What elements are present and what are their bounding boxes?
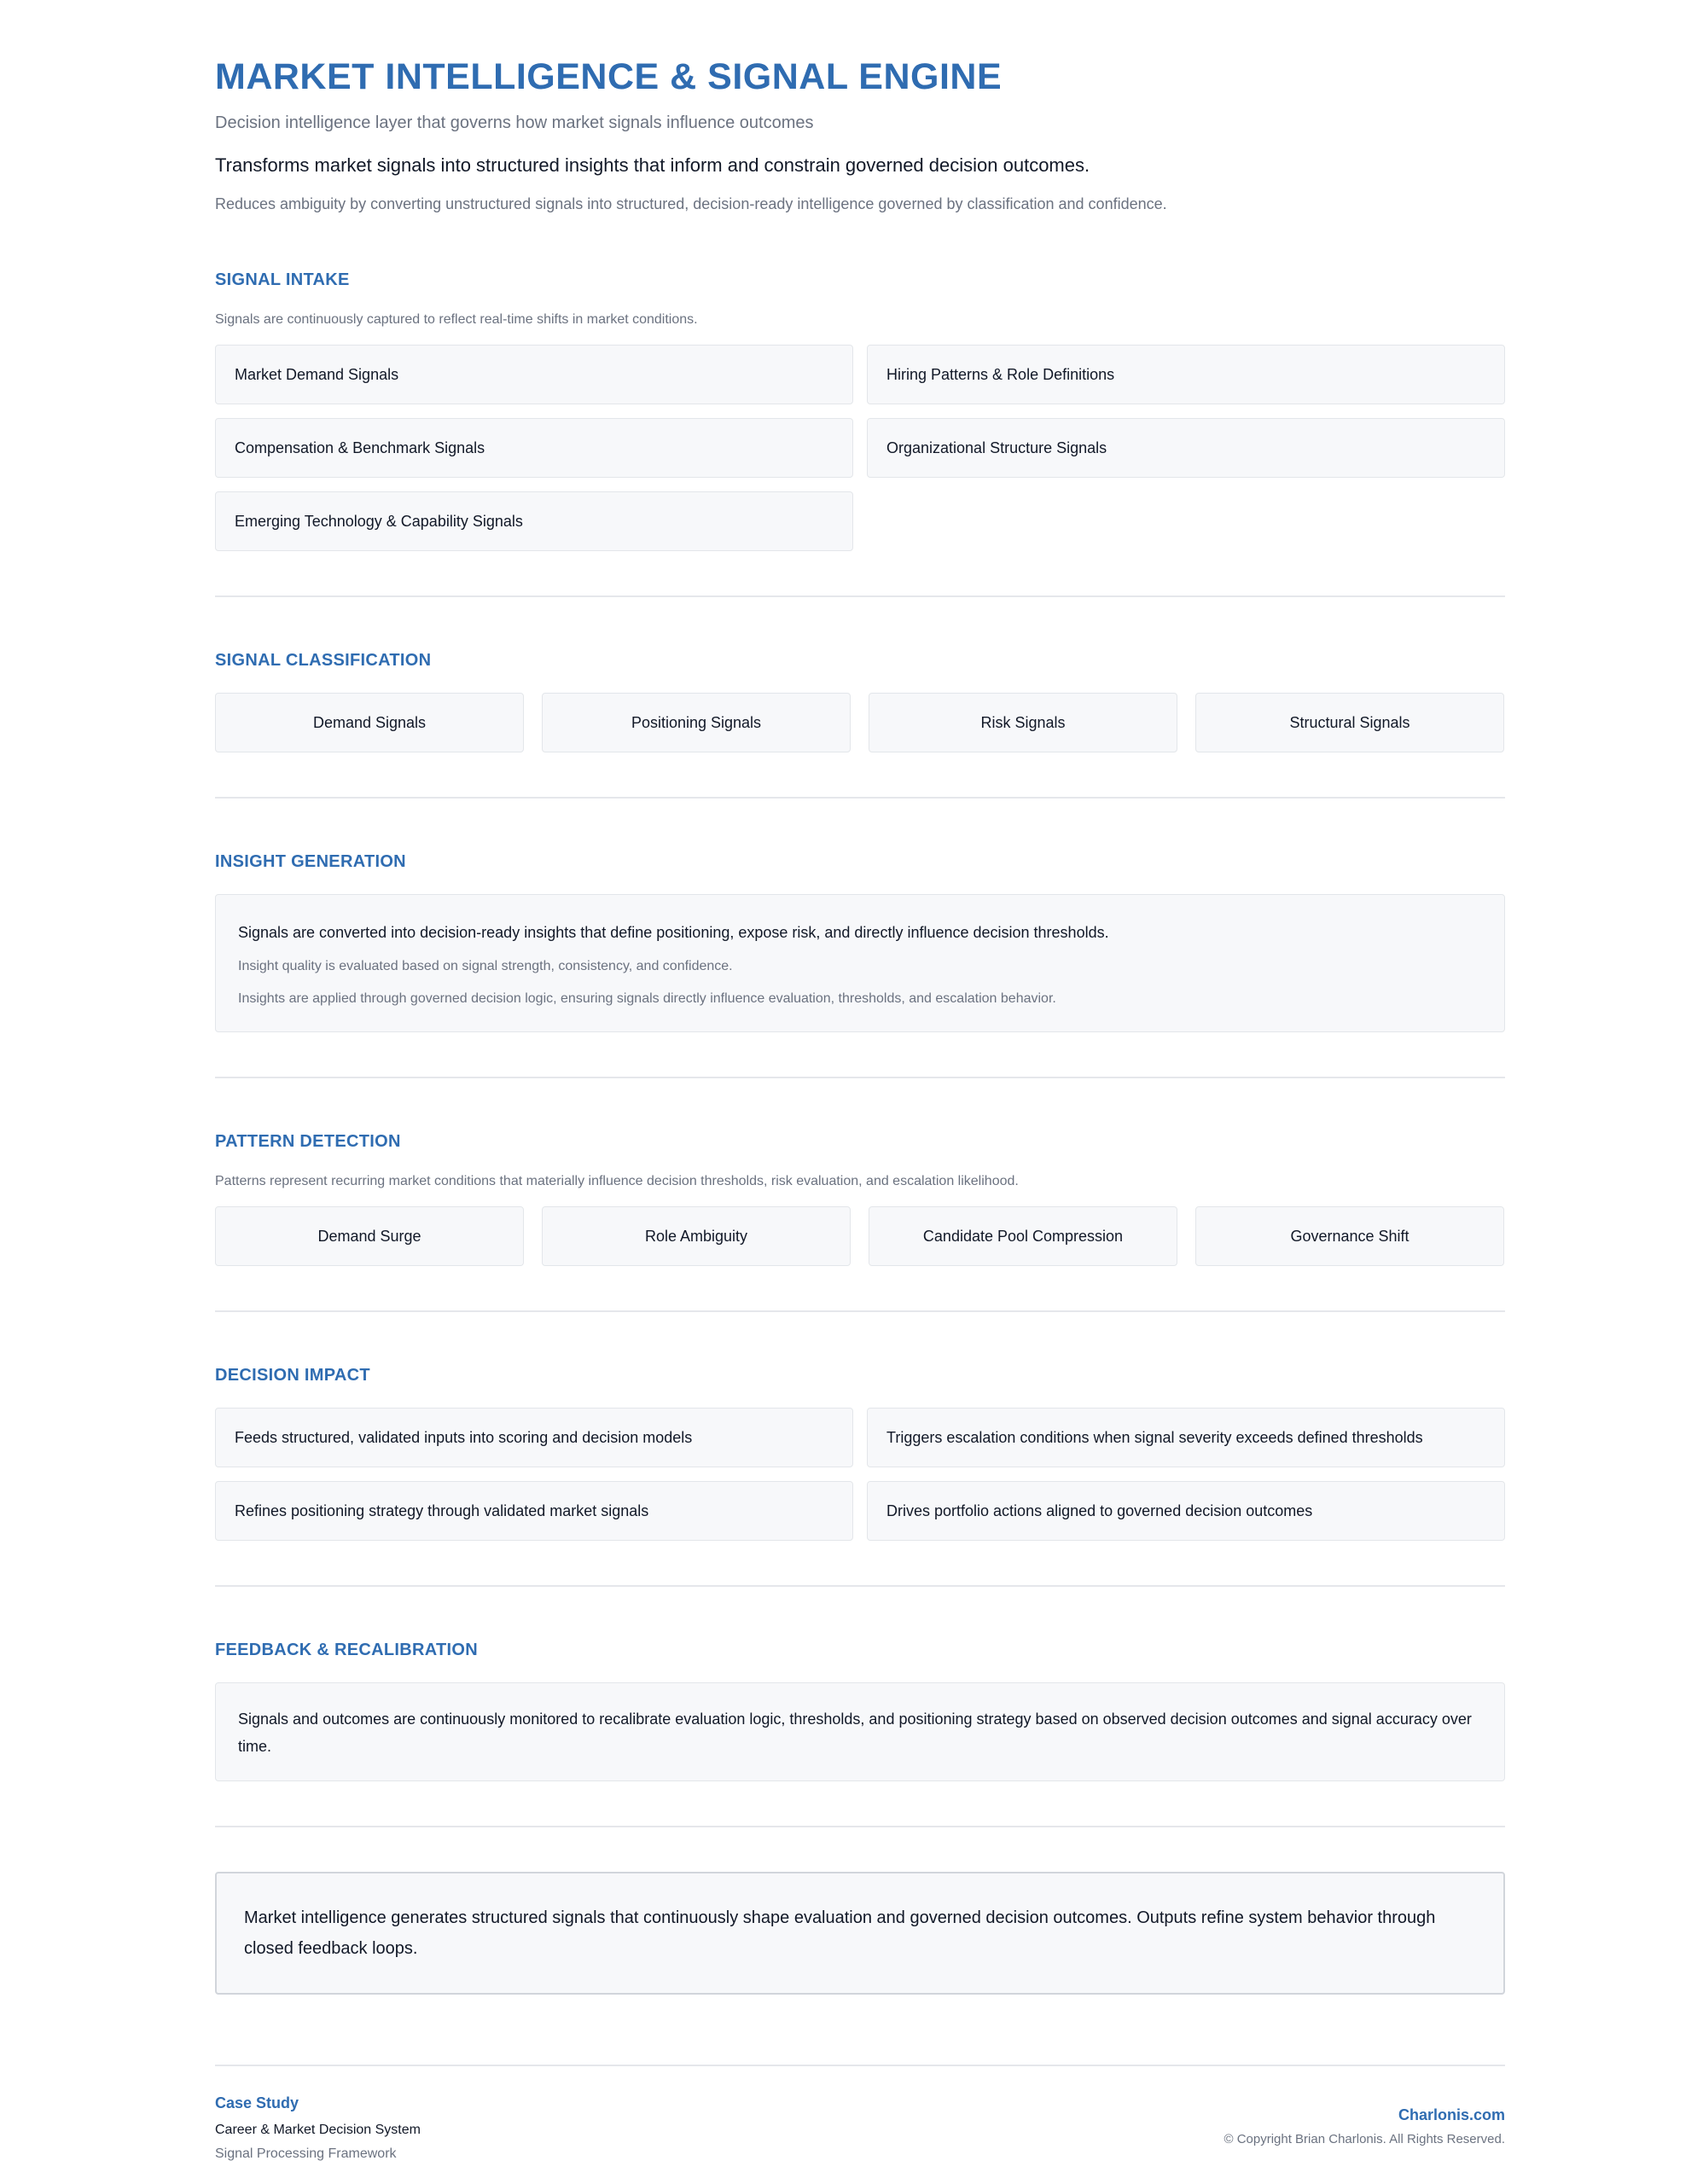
section-title: PATTERN DETECTION [215, 1132, 401, 1151]
signal-intake-card: Market Demand Signals [215, 345, 853, 404]
signal-classification-section [215, 648, 1505, 752]
footer-copyright: © Copyright Brian Charlonis. All Rights Reserved. [1223, 2132, 1505, 2146]
pattern-grid [215, 1206, 1505, 1266]
footer-left [215, 2092, 421, 2165]
impact-card: Feeds structured, validated inputs into scoring and decision models [215, 1408, 853, 1467]
page-note: Reduces ambiguity by converting unstructured signals into structured, decision-ready intelligence governed by classification and confidence. [215, 195, 1167, 212]
section-divider [215, 1585, 1505, 1587]
pattern-detection-section [215, 1130, 1505, 1266]
decision-impact-section [215, 1363, 1505, 1541]
footer [215, 2065, 1505, 2165]
insight-panel [215, 894, 1505, 1032]
signal-classification-grid [215, 693, 1505, 752]
footer-site-link[interactable]: Charlonis.com [1398, 2106, 1505, 2123]
footer-kicker: Case Study [215, 2094, 299, 2111]
section-divider [215, 595, 1505, 597]
section-divider [215, 1826, 1505, 1827]
signal-intake-card: Compensation & Benchmark Signals [215, 418, 853, 478]
page-subtitle: Decision intelligence layer that governs how market signals influence outcomes [215, 113, 814, 132]
insight-main-text: Signals are converted into decision-ready insights that define positioning, expose risk, and directly influence decision thresholds. [238, 924, 1109, 941]
impact-card: Refines positioning strategy through validated market signals [215, 1481, 853, 1541]
summary-callout: Market intelligence generates structured signals that continuously shape evaluation and governed decision outcomes. Outputs refine system behavior through closed feedback loops. [215, 1872, 1505, 1995]
classification-card: Demand Signals [215, 693, 524, 752]
footer-right [1223, 2092, 1505, 2165]
feedback-text: Signals and outcomes are continuously monitored to recalibrate evaluation logic, thresholds, and positioning strategy based on observed decision outcomes and signal accuracy over time. [238, 1711, 1472, 1755]
insight-sub-text: Insight quality is evaluated based on signal strength, consistency, and confidence. [238, 959, 733, 973]
classification-card: Positioning Signals [542, 693, 851, 752]
section-title: SIGNAL INTAKE [215, 270, 350, 289]
section-divider [215, 1310, 1505, 1312]
pattern-card: Demand Surge [215, 1206, 524, 1266]
page-title: MARKET INTELLIGENCE & SIGNAL ENGINE [215, 56, 1003, 97]
insight-sub-text: Insights are applied through governed decision logic, ensuring signals directly influence evaluation, thresholds, and escalation behavior. [238, 991, 1056, 1006]
page-lead: Transforms market signals into structured insights that inform and constrain governed decision outcomes. [215, 154, 1090, 176]
section-title: FEEDBACK & RECALIBRATION [215, 1641, 478, 1659]
section-title: SIGNAL CLASSIFICATION [215, 651, 432, 670]
pattern-card: Candidate Pool Compression [869, 1206, 1177, 1266]
page-header [215, 53, 1505, 215]
signal-intake-card: Organizational Structure Signals [867, 418, 1505, 478]
insight-generation-section [215, 850, 1505, 1032]
signal-intake-grid [215, 345, 1505, 551]
section-divider [215, 1077, 1505, 1078]
impact-card: Triggers escalation conditions when signal severity exceeds defined thresholds [867, 1408, 1505, 1467]
classification-card: Structural Signals [1195, 693, 1504, 752]
signal-intake-section [215, 268, 1505, 551]
pattern-card: Role Ambiguity [542, 1206, 851, 1266]
signal-intake-card: Hiring Patterns & Role Definitions [867, 345, 1505, 404]
section-description: Signals are continuously captured to reflect real-time shifts in market conditions. [215, 312, 698, 327]
classification-card: Risk Signals [869, 693, 1177, 752]
decision-impact-grid [215, 1408, 1505, 1541]
section-divider [215, 797, 1505, 799]
footer-framework-name: Signal Processing Framework [215, 2146, 397, 2161]
feedback-section [215, 1638, 1505, 1781]
impact-card: Drives portfolio actions aligned to governed decision outcomes [867, 1481, 1505, 1541]
section-description: Patterns represent recurring market conditions that materially influence decision thresholds, risk evaluation, and escalation likelihood. [215, 1174, 1019, 1188]
pattern-card: Governance Shift [1195, 1206, 1504, 1266]
footer-system-name: Career & Market Decision System [215, 2123, 421, 2137]
feedback-panel [215, 1682, 1505, 1781]
section-title: INSIGHT GENERATION [215, 852, 406, 871]
section-title: DECISION IMPACT [215, 1366, 370, 1385]
signal-intake-card: Emerging Technology & Capability Signals [215, 491, 853, 551]
